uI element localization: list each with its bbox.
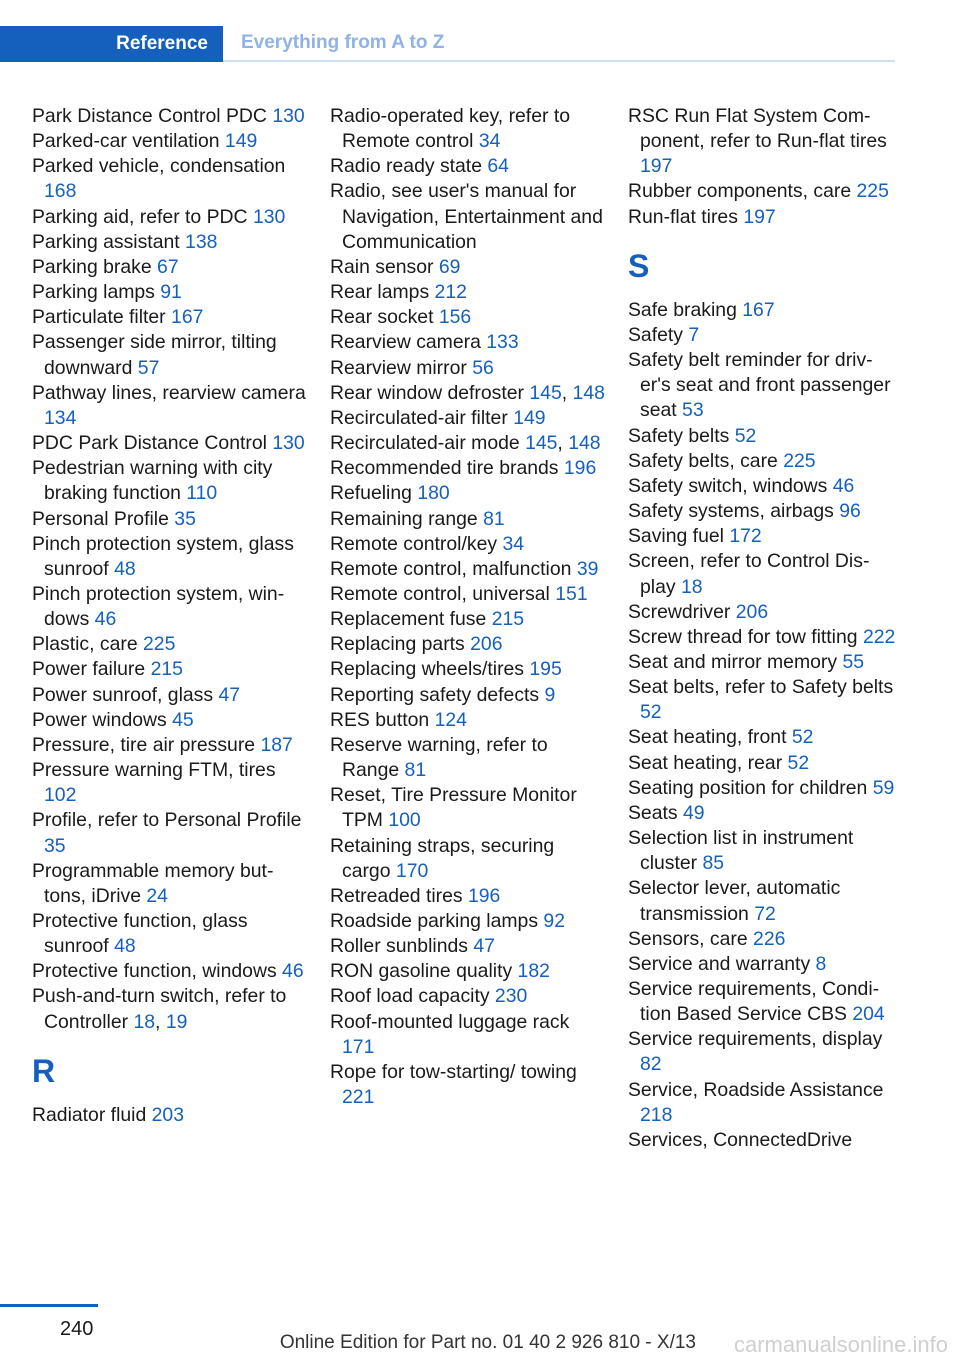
page-link[interactable]: 91	[160, 281, 182, 304]
index-entry	[32, 657, 307, 682]
index-entry	[628, 1078, 896, 1128]
index-term: Personal Profile	[32, 507, 175, 530]
index-column-3	[628, 104, 896, 1153]
index-term: Seat belts, refer to Safety belts	[628, 676, 894, 699]
index-term: Particulate filter	[32, 306, 172, 329]
index-term: Replacing parts	[330, 633, 471, 656]
index-term: Roof-mounted luggage rack	[330, 1010, 570, 1033]
index-term: Pinch protection system, glass sunroof	[32, 532, 294, 580]
page-link[interactable]: 35	[44, 834, 66, 857]
index-term: Power windows	[32, 708, 173, 731]
index-term: Seat and mirror memory	[628, 650, 843, 673]
index-term: Parking aid, refer to PDC	[32, 205, 253, 228]
index-term: Reporting safety defects	[330, 683, 545, 706]
page-link[interactable]: 182	[517, 960, 550, 983]
page-header	[0, 26, 895, 62]
index-term: Park Distance Control PDC	[32, 105, 273, 127]
page-link[interactable]: 225	[143, 633, 176, 656]
page-link[interactable]: 222	[862, 625, 896, 648]
index-term: Protective function, windows	[32, 960, 283, 983]
page-link[interactable]: 52	[734, 424, 757, 447]
page-link[interactable]: 196	[467, 884, 501, 907]
index-entry	[330, 507, 605, 532]
page-link[interactable]: 52	[787, 751, 810, 774]
index-entry	[330, 330, 605, 355]
index-term: Parking lamps	[32, 281, 161, 304]
index-term: Seat heating, front	[628, 726, 792, 749]
page-link[interactable]: 230	[494, 985, 528, 1008]
index-term: Push-and-turn switch, refer to Controller	[32, 985, 287, 1033]
index-entry	[330, 154, 605, 179]
page-link[interactable]: 82	[640, 1053, 662, 1076]
index-term: Safety belt reminder for driver's seat and front passenger seat	[628, 349, 891, 422]
page-link[interactable]: 45	[172, 708, 194, 731]
page-link[interactable]: 110	[186, 482, 218, 505]
index-entry	[32, 305, 307, 330]
page-number: 240	[60, 1318, 94, 1340]
index-entry	[32, 129, 307, 154]
index-term: Safe braking	[628, 298, 743, 321]
index-entry	[628, 424, 896, 449]
page-link[interactable]: 148	[568, 432, 601, 455]
page-link[interactable]: 215	[491, 608, 525, 631]
index-entry	[32, 381, 307, 431]
index-term: Radio-operated key, refer to Remote control	[330, 105, 570, 153]
index-entry	[628, 977, 896, 1027]
page-link[interactable]: 167	[742, 298, 775, 321]
index-entry	[628, 474, 896, 499]
index-term: Power failure	[32, 658, 151, 681]
page-link[interactable]: 197	[640, 155, 673, 178]
index-entry	[330, 884, 605, 909]
index-term: Parked-car ventilation	[32, 130, 225, 153]
index-term: Replacement fuse	[330, 608, 492, 631]
index-entry	[330, 179, 605, 254]
index-entry	[330, 607, 605, 632]
index-entry	[32, 507, 307, 532]
index-entry	[330, 984, 605, 1009]
page-link[interactable]: 148	[572, 381, 605, 404]
page-link[interactable]: 197	[743, 205, 776, 228]
page-link[interactable]: 206	[735, 600, 769, 623]
index-term: Reset, Tire Pressure Monitor TPM	[330, 784, 577, 832]
page-link[interactable]: 46	[94, 608, 117, 631]
index-entry	[330, 834, 605, 884]
page-link[interactable]: 69	[438, 255, 461, 278]
page-link[interactable]: 49	[682, 801, 705, 824]
index-term: Rear socket	[330, 306, 439, 329]
index-term: Safety switch, windows	[628, 474, 833, 497]
index-entry	[32, 230, 307, 255]
index-letter-heading: S	[628, 247, 650, 284]
page-link[interactable]: 46	[832, 474, 855, 497]
index-entry	[628, 826, 896, 876]
page-link[interactable]: 7	[688, 323, 700, 346]
index-entry	[32, 632, 307, 657]
page-link[interactable]: 195	[529, 658, 562, 681]
index-entry	[330, 632, 605, 657]
index-term: Sensors, care	[628, 927, 754, 950]
index-entry	[32, 532, 307, 582]
page-link[interactable]: 64	[487, 155, 509, 178]
index-entry: Recirculated-air mode 145, 148	[330, 432, 601, 455]
index-entry	[628, 751, 896, 776]
index-column-2	[330, 104, 605, 1110]
index-term: Radio, see user's manual for Navigation, Entertainment and Communication	[330, 180, 603, 253]
page-link[interactable]: 9	[544, 683, 556, 706]
index-entry	[32, 758, 307, 808]
index-term: PDC Park Distance Control	[32, 432, 273, 455]
page-link[interactable]: 134	[44, 406, 77, 429]
index-term: Selector lever, automatic transmission	[628, 877, 841, 925]
index-entry	[330, 733, 605, 783]
index-entry	[628, 524, 896, 549]
index-entry	[330, 406, 605, 431]
index-letter-heading: R	[32, 1052, 56, 1089]
index-term: Remote control, universal	[330, 582, 556, 605]
page-link[interactable]: 168	[44, 180, 77, 203]
page-link[interactable]: 124	[434, 708, 467, 731]
index-term: Service, Roadside Assistance	[628, 1078, 884, 1101]
page-link[interactable]: 151	[555, 582, 588, 605]
index-term: Recirculated-air filter	[330, 406, 514, 429]
index-entry	[628, 1027, 896, 1077]
page-link[interactable]: 19	[165, 1010, 188, 1033]
index-column-1	[32, 104, 307, 1128]
index-term: Roller sunblinds	[330, 935, 474, 958]
page-link[interactable]: 57	[137, 356, 160, 379]
page-link[interactable]: 48	[114, 935, 136, 958]
index-term: Screwdriver	[628, 600, 736, 623]
index-term: Recommended tire brands	[330, 457, 564, 480]
index-term: Parking assistant	[32, 230, 186, 253]
page-link[interactable]: 204	[852, 1003, 885, 1026]
page-link[interactable]: 171	[342, 1035, 375, 1058]
page-link[interactable]: 55	[842, 650, 865, 673]
chapter-title: Everything from A to Z	[241, 32, 445, 53]
page-link[interactable]: 92	[543, 910, 565, 932]
page-link[interactable]: 226	[753, 927, 786, 950]
index-term: Safety belts	[628, 424, 735, 447]
index-entry	[628, 600, 896, 625]
index-term: Programmable memory buttons, iDrive	[32, 859, 274, 907]
index-entry	[628, 675, 896, 725]
index-entry	[32, 104, 307, 129]
page-link[interactable]: 225	[783, 449, 816, 472]
page-link[interactable]: 206	[470, 633, 503, 656]
index-term: Passenger side mirror, tilting downward	[32, 331, 277, 379]
page-link[interactable]: 56	[472, 356, 494, 379]
page-link[interactable]: 47	[218, 683, 241, 706]
index-term: Rubber components, care	[628, 180, 857, 203]
page-link[interactable]: 102	[44, 784, 77, 807]
index-term: Radio ready state	[330, 155, 488, 178]
index-entry	[330, 657, 605, 682]
index-entry	[32, 708, 307, 733]
page-link[interactable]: 196	[563, 457, 597, 480]
index-term: Safety	[628, 323, 689, 346]
index-term: Seat heating, rear	[628, 751, 788, 774]
index-entry	[32, 431, 307, 456]
index-term: Rearview camera	[330, 331, 487, 354]
page-link[interactable]: 187	[260, 733, 293, 756]
page-link[interactable]: 67	[157, 255, 179, 278]
page-link[interactable]: 53	[682, 399, 704, 422]
index-term: Service requirements, Condition Based Service CBS	[628, 978, 880, 1026]
index-term: Run-flat tires	[628, 205, 744, 228]
index-entry	[628, 952, 896, 977]
page-link[interactable]: 24	[146, 884, 168, 907]
index-entry	[628, 725, 896, 750]
index-entry	[628, 323, 896, 348]
index-entry	[628, 625, 896, 650]
page-link[interactable]: 18	[133, 1010, 156, 1033]
index-entry	[330, 532, 605, 557]
index-term: Parked vehicle, condensation	[32, 155, 286, 178]
page-link[interactable]: 130	[252, 205, 286, 228]
index-term: Pressure, tire air pressure	[32, 733, 261, 756]
index-entry	[628, 449, 896, 474]
index-term: Parking brake	[32, 255, 158, 278]
page-link[interactable]: 203	[151, 1103, 184, 1126]
index-entry	[32, 456, 307, 506]
index-entry	[628, 876, 896, 926]
index-term: Remote control/key	[330, 532, 503, 555]
page-link[interactable]: 8	[815, 952, 827, 975]
page-link[interactable]: 52	[640, 701, 662, 724]
index-entry	[330, 683, 605, 708]
index-term: Seats	[628, 801, 683, 824]
index-term: Plastic, care	[32, 633, 143, 656]
page-link[interactable]: 72	[754, 902, 776, 925]
index-term: Seating position for children	[628, 776, 873, 799]
index-term: Screw thread for tow fitting	[628, 625, 863, 648]
index-entry	[628, 499, 896, 524]
index-term: Safety systems, airbags	[628, 500, 840, 523]
index-entry	[330, 1060, 605, 1110]
index-term: Protective function, glass sunroof	[32, 910, 248, 958]
index-entry: Push-and-turn switch, refer to Controller 18, 19	[32, 985, 287, 1033]
footer-rule	[0, 1304, 98, 1307]
index-entry	[330, 356, 605, 381]
page-link[interactable]: 130	[272, 105, 305, 127]
index-term: Remote control, malfunction	[330, 557, 577, 580]
index-entry	[628, 801, 896, 826]
index-term: Selection list in instrument cluster	[628, 827, 854, 875]
index-term: Pathway lines, rearview camera	[32, 381, 306, 404]
index-entry	[330, 909, 605, 934]
page-link[interactable]: 18	[680, 575, 703, 598]
page-link[interactable]: 180	[417, 482, 450, 505]
index-entry	[330, 582, 605, 607]
index-term: Refueling	[330, 482, 418, 505]
page-link[interactable]: 133	[486, 331, 519, 354]
index-term: Retaining straps, securing cargo	[330, 834, 555, 882]
index-term: Pinch protection system, windows	[32, 582, 285, 631]
index-entry	[32, 959, 307, 984]
index-term: Power sunroof, glass	[32, 683, 219, 706]
page-link[interactable]: 138	[185, 230, 218, 253]
index-entry	[32, 683, 307, 708]
index-entry	[330, 305, 605, 330]
index-term: Rain sensor	[330, 255, 439, 278]
page-link[interactable]: 34	[502, 532, 525, 555]
page-link[interactable]: 172	[729, 525, 762, 548]
page-link[interactable]: 34	[478, 130, 501, 153]
index-entry	[628, 348, 896, 423]
page-link[interactable]: 170	[395, 859, 429, 882]
index-entry	[330, 557, 605, 582]
page-link[interactable]: 149	[224, 130, 258, 153]
index-term: Rearview mirror	[330, 356, 473, 379]
index-entry	[330, 255, 605, 280]
page-link[interactable]: 100	[388, 809, 421, 832]
watermark: carmanualsonline.info	[733, 1332, 948, 1357]
index-entry	[32, 909, 307, 959]
page-link[interactable]: 145	[525, 432, 558, 455]
index-term: Service and warranty	[628, 952, 816, 975]
index-entry	[330, 456, 605, 481]
index-term: Recirculated-air mode	[330, 432, 526, 455]
page-link[interactable]: 225	[856, 180, 889, 203]
index-entry	[628, 776, 896, 801]
index-entry	[32, 154, 307, 204]
index-term: Pedestrian warning with city braking function	[32, 457, 273, 505]
page-link[interactable]: 149	[513, 406, 546, 429]
index-term: RES button	[330, 708, 435, 731]
index-entry	[628, 104, 896, 179]
page-link[interactable]: 81	[483, 507, 505, 530]
index-entry	[330, 1010, 605, 1060]
page-link[interactable]: 215	[150, 658, 183, 681]
page-link[interactable]: 48	[114, 557, 136, 580]
index-term: Retreaded tires	[330, 884, 468, 907]
index-entry	[628, 549, 896, 599]
page-link[interactable]: 96	[839, 500, 861, 523]
index-entry	[628, 927, 896, 952]
page-link[interactable]: 35	[174, 507, 196, 530]
index-entry	[32, 255, 307, 280]
index-term: Rear lamps	[330, 281, 435, 304]
index-entry	[330, 708, 605, 733]
index-term: RON gasoline quality	[330, 960, 518, 983]
index-entry	[330, 783, 605, 833]
index-term: Saving fuel	[628, 525, 730, 548]
index-entry	[32, 1103, 307, 1128]
page-link[interactable]: 221	[342, 1086, 375, 1109]
page-link[interactable]: 156	[438, 306, 472, 329]
index-entry	[32, 808, 307, 858]
index-term: Screen, refer to Control Display	[628, 550, 870, 598]
index-entry	[628, 179, 896, 204]
page-link[interactable]: 47	[473, 935, 495, 958]
index-term: RSC Run Flat System Component, refer to Run-flat tires	[628, 105, 887, 153]
page-link[interactable]: 130	[272, 432, 305, 455]
page-link[interactable]: 52	[791, 726, 814, 749]
page-link[interactable]: 145	[529, 381, 562, 404]
header-rule	[223, 60, 895, 62]
index-entry	[32, 582, 307, 632]
index-term: Rear window defroster	[330, 381, 530, 404]
page-link[interactable]: 59	[872, 776, 895, 799]
index-entry	[32, 859, 307, 909]
index-entry	[628, 650, 896, 675]
index-term: Profile, refer to Personal Profile	[32, 809, 302, 832]
index-term: Remaining range	[330, 507, 484, 530]
index-entry	[628, 298, 896, 323]
section-tab: Reference	[0, 26, 223, 62]
page-link[interactable]: 212	[434, 281, 467, 304]
page-link[interactable]: 85	[702, 852, 725, 875]
index-entry: Rear window defroster 145, 148	[330, 381, 605, 404]
index-term: Reserve warning, refer to Range	[330, 733, 548, 782]
index-term: Roof load capacity	[330, 985, 495, 1008]
index-entry	[330, 481, 605, 506]
index-entry	[32, 330, 307, 380]
page-link[interactable]: 39	[576, 557, 599, 580]
index-term: Safety belts, care	[628, 449, 784, 472]
page-link[interactable]: 218	[640, 1103, 673, 1126]
page-link[interactable]: 167	[171, 306, 204, 329]
page-link[interactable]: 81	[404, 759, 427, 782]
index-entry	[628, 205, 896, 230]
index-entry	[32, 280, 307, 305]
index-term: Roadside parking lamps	[330, 910, 544, 932]
index-entry	[32, 205, 307, 230]
edition-text: Online Edition for Part no. 01 40 2 926 810 - X/13	[279, 1332, 696, 1353]
index-term: Replacing wheels/tires	[330, 658, 530, 681]
index-term: Pressure warning FTM, tires	[32, 759, 276, 782]
index-term: Rope for tow-starting/ towing	[330, 1060, 577, 1083]
index-entry	[330, 959, 605, 984]
index-term: Service requirements, display	[628, 1028, 883, 1051]
index-entry	[330, 934, 605, 959]
index-entry	[32, 733, 307, 758]
page-link[interactable]: 46	[282, 960, 304, 983]
index-entry	[330, 104, 605, 154]
index-term: Services, ConnectedDrive	[628, 1128, 853, 1151]
index-term: Radiator fluid	[32, 1103, 152, 1126]
index-entry	[628, 1128, 896, 1153]
index-entry	[330, 280, 605, 305]
